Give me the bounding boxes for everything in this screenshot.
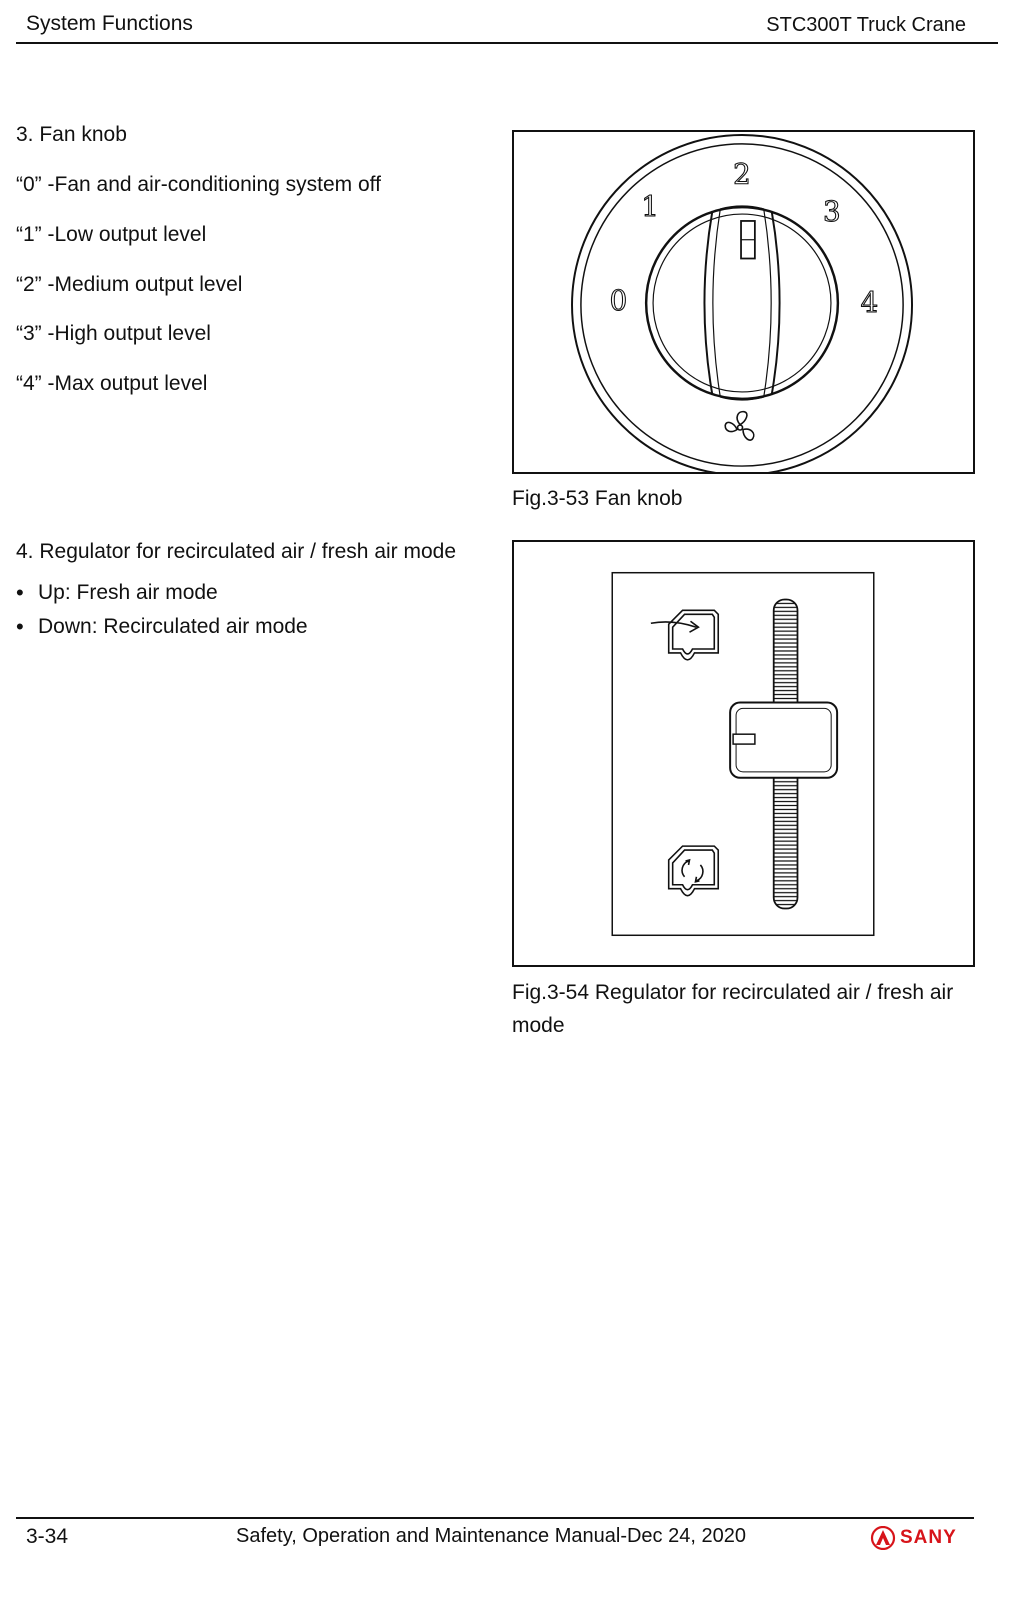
- header-section-title: System Functions: [26, 12, 193, 35]
- page-number: 3-34: [26, 1525, 69, 1548]
- dial-number-0: 0: [609, 283, 628, 317]
- header-model-title: STC300T Truck Crane: [766, 14, 966, 36]
- regulator-caption: Fig.3-54 Regulator for recirculated air / fresh air mode: [512, 981, 954, 1037]
- fan-level-0: “0” -Fan and air-conditioning system off: [16, 173, 381, 196]
- list-item: • Up: Fresh air mode: [16, 576, 468, 610]
- regulator-section: [16, 536, 468, 644]
- sany-logo: [870, 1526, 957, 1550]
- fan-knob-section: [16, 118, 468, 408]
- header-divider: [16, 42, 998, 44]
- list-item: • Down: Recirculated air mode: [16, 610, 468, 644]
- fan-knob-heading: 3. Fan knob: [16, 123, 127, 146]
- fan-level-1: “1” -Low output level: [16, 223, 207, 246]
- sany-logo-text: SANY: [900, 1527, 957, 1548]
- fan-level-2: “2” -Medium output level: [16, 273, 243, 296]
- fan-knob-figure: [512, 130, 975, 474]
- dial-number-3: 3: [823, 194, 841, 228]
- fan-level-3: “3” -High output level: [16, 322, 211, 345]
- sany-logo-icon: [870, 1526, 896, 1550]
- dial-number-4: 4: [860, 285, 879, 319]
- slider-handle[interactable]: [730, 702, 837, 777]
- fan-icon: [725, 412, 754, 441]
- regulator-heading: 4. Regulator for recirculated air / fresh air mode: [16, 540, 457, 563]
- dial-number-2: 2: [733, 157, 751, 191]
- bullet-dot-icon: •: [16, 580, 24, 605]
- regulator-figure: [512, 540, 975, 967]
- fan-level-4: “4” -Max output level: [16, 372, 208, 395]
- dial-number-1: 1: [641, 190, 659, 224]
- regulator-bullet-list: [16, 576, 468, 644]
- footer-divider: [16, 1517, 974, 1519]
- fan-knob-caption: Fig.3-53 Fan knob: [512, 487, 683, 510]
- footer-manual-title: Safety, Operation and Maintenance Manual-Dec 24, 2020: [236, 1525, 746, 1547]
- bullet-dot-icon: •: [16, 614, 24, 639]
